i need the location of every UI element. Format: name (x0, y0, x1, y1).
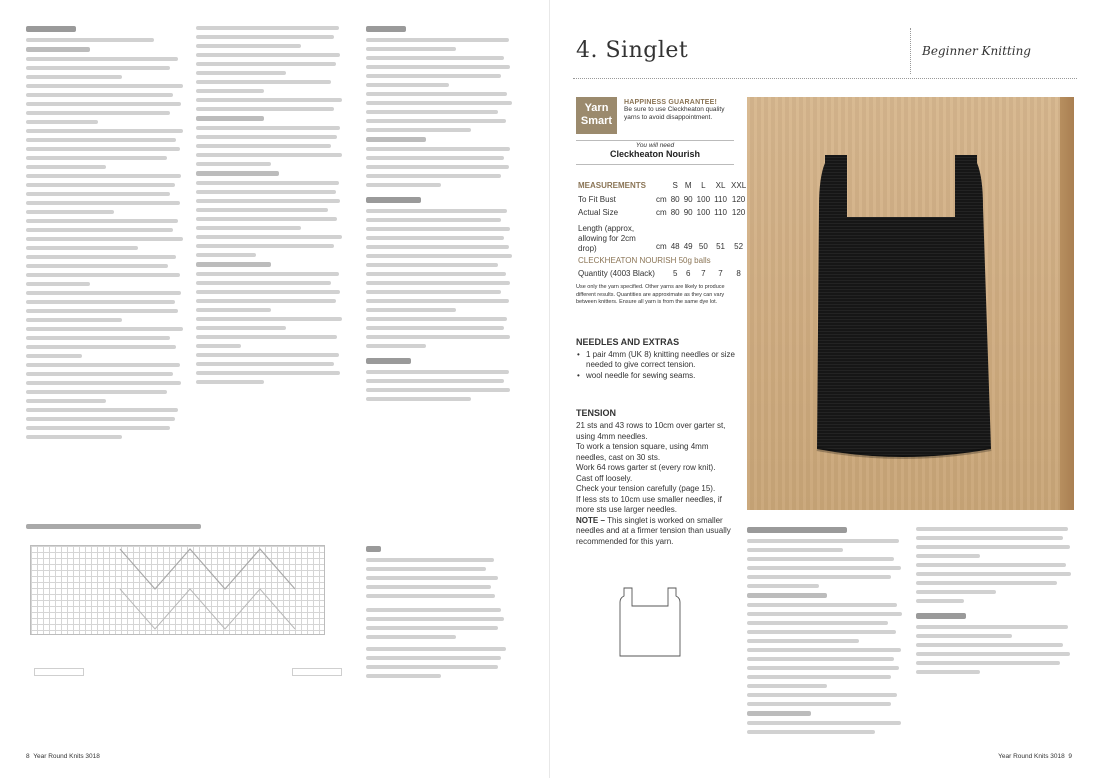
table-row (576, 206, 748, 220)
title-divider (910, 28, 911, 74)
cell: 49 (683, 242, 693, 251)
you-will-need-label: You will need (635, 142, 675, 149)
row-unit: cm (656, 194, 667, 204)
list-item: • wool needle for sewing seams. (576, 371, 736, 381)
tension-note (576, 516, 736, 548)
singlet-image (747, 97, 1074, 510)
cell: 80 (670, 194, 680, 204)
chart-legend-box-1 (34, 668, 84, 676)
garment-photo (747, 97, 1074, 510)
table-row (576, 193, 748, 207)
left-page-column-3 (366, 26, 516, 406)
tension-line: 21 sts and 43 rows to 10cm over garter st, using 4mm needles. (576, 421, 726, 441)
cell: 5 (672, 269, 678, 278)
guarantee-box (624, 99, 734, 122)
page-number: 8 (26, 753, 30, 760)
row-unit: cm (656, 242, 667, 251)
cell: 90 (683, 208, 693, 217)
tension-text (576, 421, 736, 547)
yarn-quantity-header: CLECKHEATON NOURISH 50g balls (578, 255, 711, 265)
cell: 110 (714, 208, 727, 217)
tension-heading: TENSION (576, 408, 617, 418)
footer-left (26, 753, 100, 760)
cell: 110 (714, 194, 727, 204)
needles-list (576, 350, 736, 382)
note-text: This singlet is worked on smaller needles and at a firmer tension than usually recommended for this yarn. (576, 515, 731, 546)
right-page-column-1 (747, 527, 907, 739)
yarn-brand: Cleckheaton Nourish (609, 149, 701, 159)
measurements-table (576, 179, 748, 281)
tension-line: If less sts to 10cm use smaller needles, if more sts use larger needles. (576, 494, 722, 514)
yarn-smart-badge (576, 97, 617, 134)
note-label: NOTE – (576, 515, 608, 525)
cell: 80 (670, 208, 680, 217)
stitch-chart-motif (30, 545, 325, 635)
row-label: Quantity (4003 Black) (578, 269, 655, 278)
footer-right (998, 753, 1072, 760)
size-s: S (672, 181, 678, 190)
divider (576, 164, 734, 165)
table-row (576, 220, 748, 254)
row-label: To Fit Bust (578, 194, 616, 204)
row-unit: cm (656, 208, 667, 217)
cell: 51 (716, 242, 725, 251)
unit-spacer (654, 179, 669, 193)
size-xxl: XXL (731, 181, 747, 190)
cell: 52 (734, 242, 744, 251)
measurements-header: MEASUREMENTS (578, 181, 647, 190)
left-page-column-2 (196, 26, 346, 389)
chart-heading (26, 524, 201, 529)
badge-line-2: Smart (580, 115, 613, 127)
cell: 8 (736, 269, 741, 278)
row-label: Length (approx, allowing for 2cm drop) (578, 223, 636, 253)
badge-line-1: Yarn (584, 102, 609, 114)
divider (576, 140, 734, 141)
singlet-schematic (610, 586, 690, 658)
table-row (576, 267, 748, 281)
publication-title: Year Round Knits 3018 (998, 753, 1065, 760)
list-item: • 1 pair 4mm (UK 8) knitting needles or size needed to give correct tension. (576, 350, 736, 370)
cell: 6 (685, 269, 691, 278)
cell: 50 (698, 242, 708, 251)
tension-line: Work 64 rows garter st (every row knit). (576, 463, 716, 472)
needles-heading: NEEDLES AND EXTRAS (576, 337, 680, 347)
left-page-column-1 (26, 26, 186, 444)
publication-title: Year Round Knits 3018 (33, 753, 100, 760)
page-gutter (549, 0, 550, 778)
tension-line: Check your tension carefully (page 15). (576, 484, 716, 493)
guarantee-title: HAPPINESS GUARANTEE! (624, 99, 718, 106)
right-page-column-2 (916, 527, 1076, 679)
size-l: L (701, 181, 706, 190)
tension-line: To work a tension square, using 4mm needles, cast on 30 sts. (576, 442, 709, 462)
cell: 100 (696, 208, 711, 217)
yarn-fine-print: Use only the yarn specified. Other yarns are likely to produce different results. Quantities are approximate as they can vary between knitters. Ensure all yarn is from the same dye lot. (576, 284, 725, 305)
row-label: Actual Size (578, 208, 619, 217)
pattern-title: 4. Singlet (576, 38, 689, 63)
page-number: 9 (1068, 753, 1072, 760)
size-m: M (684, 181, 692, 190)
cell: 120 (731, 208, 746, 217)
cell: 90 (683, 194, 693, 204)
skill-level: Beginner Knitting (922, 44, 1031, 58)
title-underline (573, 78, 1077, 79)
cell: 7 (701, 269, 706, 278)
guarantee-text: Be sure to use Cleckheaton quality yarns to avoid disappointment. (624, 106, 725, 121)
cell: 48 (670, 242, 680, 251)
tension-line: Cast off loosely. (576, 473, 633, 483)
cell: 7 (718, 269, 723, 278)
cell: 100 (696, 194, 711, 204)
cell: 120 (731, 194, 746, 204)
chart-key (366, 546, 516, 683)
chart-legend-box-2 (292, 668, 342, 676)
size-xl: XL (715, 181, 726, 190)
